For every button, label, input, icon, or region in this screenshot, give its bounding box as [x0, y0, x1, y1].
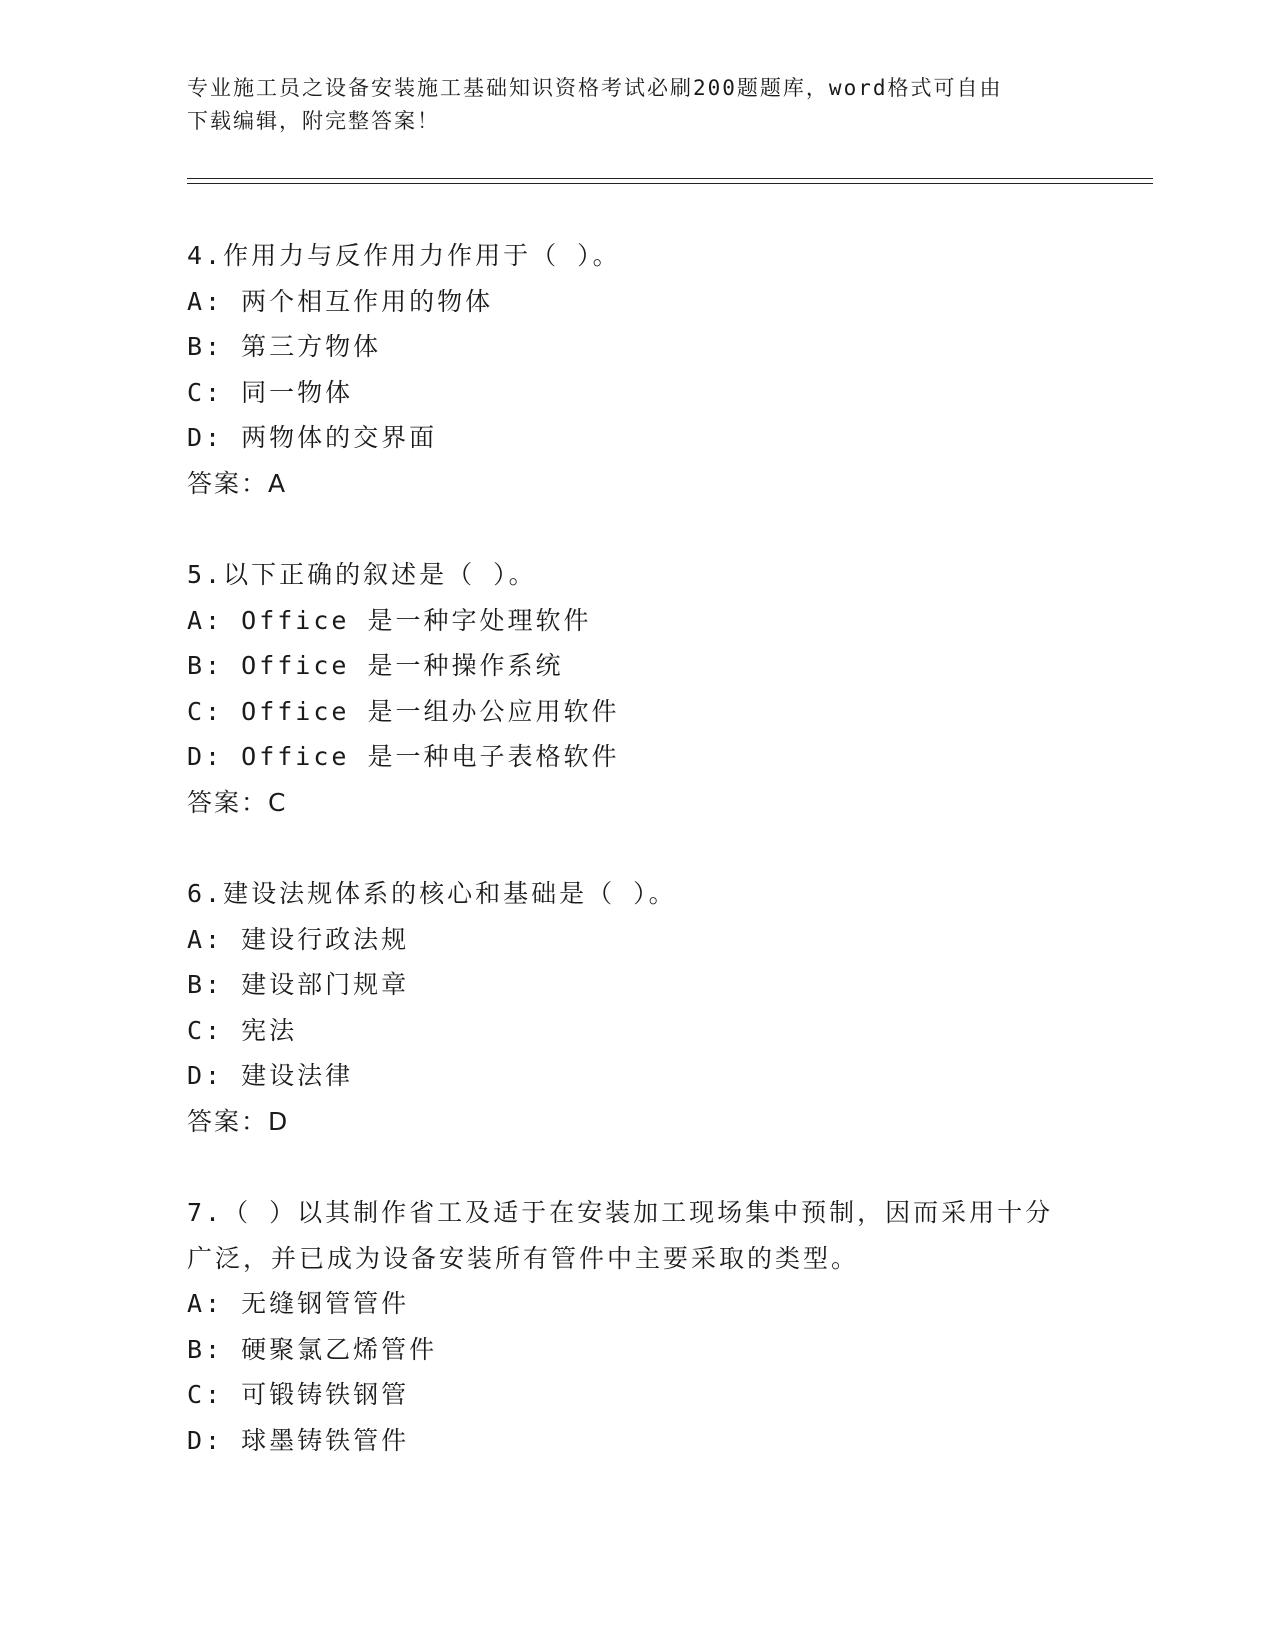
question-4 — [187, 233, 1087, 506]
question-stem-line-1: 7.（ ）以其制作省工及适于在安装加工现场集中预制，因而采用十分 — [187, 1198, 1054, 1227]
question-stem: 5.以下正确的叙述是（ ）。 — [187, 560, 537, 589]
answer: 答案：D — [187, 1106, 290, 1136]
option-a: A: 两个相互作用的物体 — [187, 286, 494, 316]
option-d: D: 建设法律 — [187, 1061, 354, 1090]
option-b: B: 硬聚氯乙烯管件 — [187, 1334, 438, 1364]
answer: 答案：C — [187, 787, 288, 817]
option-d: D: 两物体的交界面 — [187, 423, 438, 452]
option-d: D: 球墨铸铁管件 — [187, 1425, 410, 1455]
question-stem: 4.作用力与反作用力作用于（ ）。 — [187, 241, 621, 270]
question-stem-line-2: 广泛，并已成为设备安装所有管件中主要采取的类型。 — [187, 1243, 860, 1273]
question-7 — [187, 1190, 1087, 1463]
option-b: B: 建设部门规章 — [187, 970, 410, 999]
question-5 — [187, 552, 1087, 825]
option-c: C: 宪法 — [187, 1015, 298, 1045]
option-c: C: 同一物体 — [187, 377, 354, 407]
document-header — [187, 72, 1087, 138]
header-divider-top — [187, 178, 1153, 179]
option-c: C: Office 是一组办公应用软件 — [187, 696, 620, 726]
question-stem: 6.建设法规体系的核心和基础是（ ）。 — [187, 879, 677, 908]
option-c: C: 可锻铸铁钢管 — [187, 1380, 410, 1409]
answer: 答案：A — [187, 468, 288, 498]
option-a: A: 建设行政法规 — [187, 924, 410, 954]
option-b: B: 第三方物体 — [187, 332, 382, 361]
option-b: B: Office 是一种操作系统 — [187, 651, 564, 680]
option-a: A: Office 是一种字处理软件 — [187, 605, 592, 635]
header-line-1: 专业施工员之设备安装施工基础知识资格考试必刷200题题库，word格式可自由 — [187, 76, 1003, 100]
header-divider-bottom — [187, 183, 1153, 184]
header-line-2: 下载编辑，附完整答案！ — [187, 109, 440, 133]
option-d: D: Office 是一种电子表格软件 — [187, 742, 620, 771]
question-6 — [187, 871, 1087, 1144]
option-a: A: 无缝钢管管件 — [187, 1289, 410, 1318]
